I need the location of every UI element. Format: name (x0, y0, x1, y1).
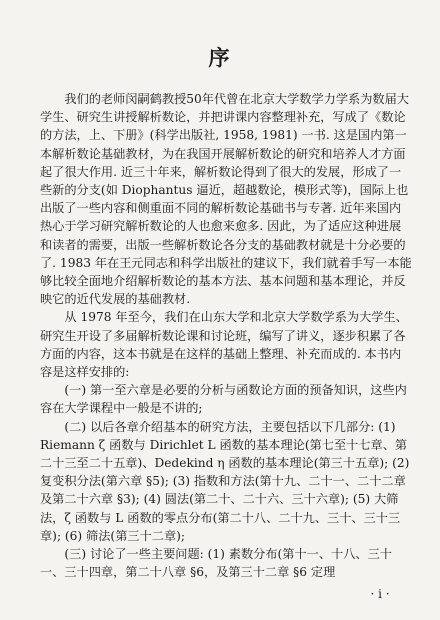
paragraph-5: (三) 讨论了一些主要问题: (1) 素数分布(第十一、十八、三十一、三十四章，第二十八章 §6，及第三十二章 §6 定理 (40, 547, 392, 580)
page-number: · i · (370, 587, 390, 601)
body-text (40, 90, 412, 581)
paragraph-4: (二) 以后各章介绍基本的研究方法，主要包括以下几部分: (1) Riemann ζ 函数与 Dirichlet L 函数的基本理论(第七至十七章、第二十三至二十五章)、Dedekind η 函数的基本理论(第三十五章); (2) 复变积分法(第六章 §5); (3) 指数和方法(第十九、二十一、二十二章及第二十六章 §3); (4) 圆法(第二十、二十六、三十六章); (5) 大筛法，ζ 函数与 L 函数的零点分布(第二十八、二十九、三十、三十三章); (6) 筛法(第三十二章); (40, 419, 410, 543)
paragraph-1: 我们的老师闵嗣鹤教授50年代曾在北京大学数学力学系为数届大学生、研究生讲授解析数论，并把讲课内容整理补充，写成了《数论的方法，上、下册》(科学出版社, 1958, 1981) 一书. 这是国内第一本解析数论基础教材，为在我国开展解析数论的研究和培养人才方面起了很大作用. 近三十年来，解析数论得到了很大的发展，形成了一些新的分支(如 Diophantus 逼近，超越数论，模形式等)，国际上也出版了一些内容和侧重面不同的解析数论基础书与专著. 近年来国内热心于学习研究解析数论的人也愈来愈多. 因此，为了适应这种进展和读者的需要，出版一些解析数论各分支的基础教材就是十分必要的了. 1983 年在王元同志和科学出版社的建议下，我们就着手写一本能够比较全面地介绍解析数论的基本方法、基本问题和基本理论，并反映它的近代发展的基础教材. (40, 92, 412, 307)
paragraph-2: 从 1978 年至今，我们在山东大学和北京大学数学系为大学生、研究生开设了多届解析数论课和讨论班，编写了讲义，逐步积累了各方面的内容，这本书就是在这样的基础上整理、补充而成的. 本书内容是这样安排的: (40, 310, 408, 380)
paragraph-3: (一) 第一至六章是必要的分析与函数论方面的预备知识，这些内容在大学课程中一般是不讲的; (40, 383, 407, 416)
page-title: 序 (208, 45, 232, 70)
